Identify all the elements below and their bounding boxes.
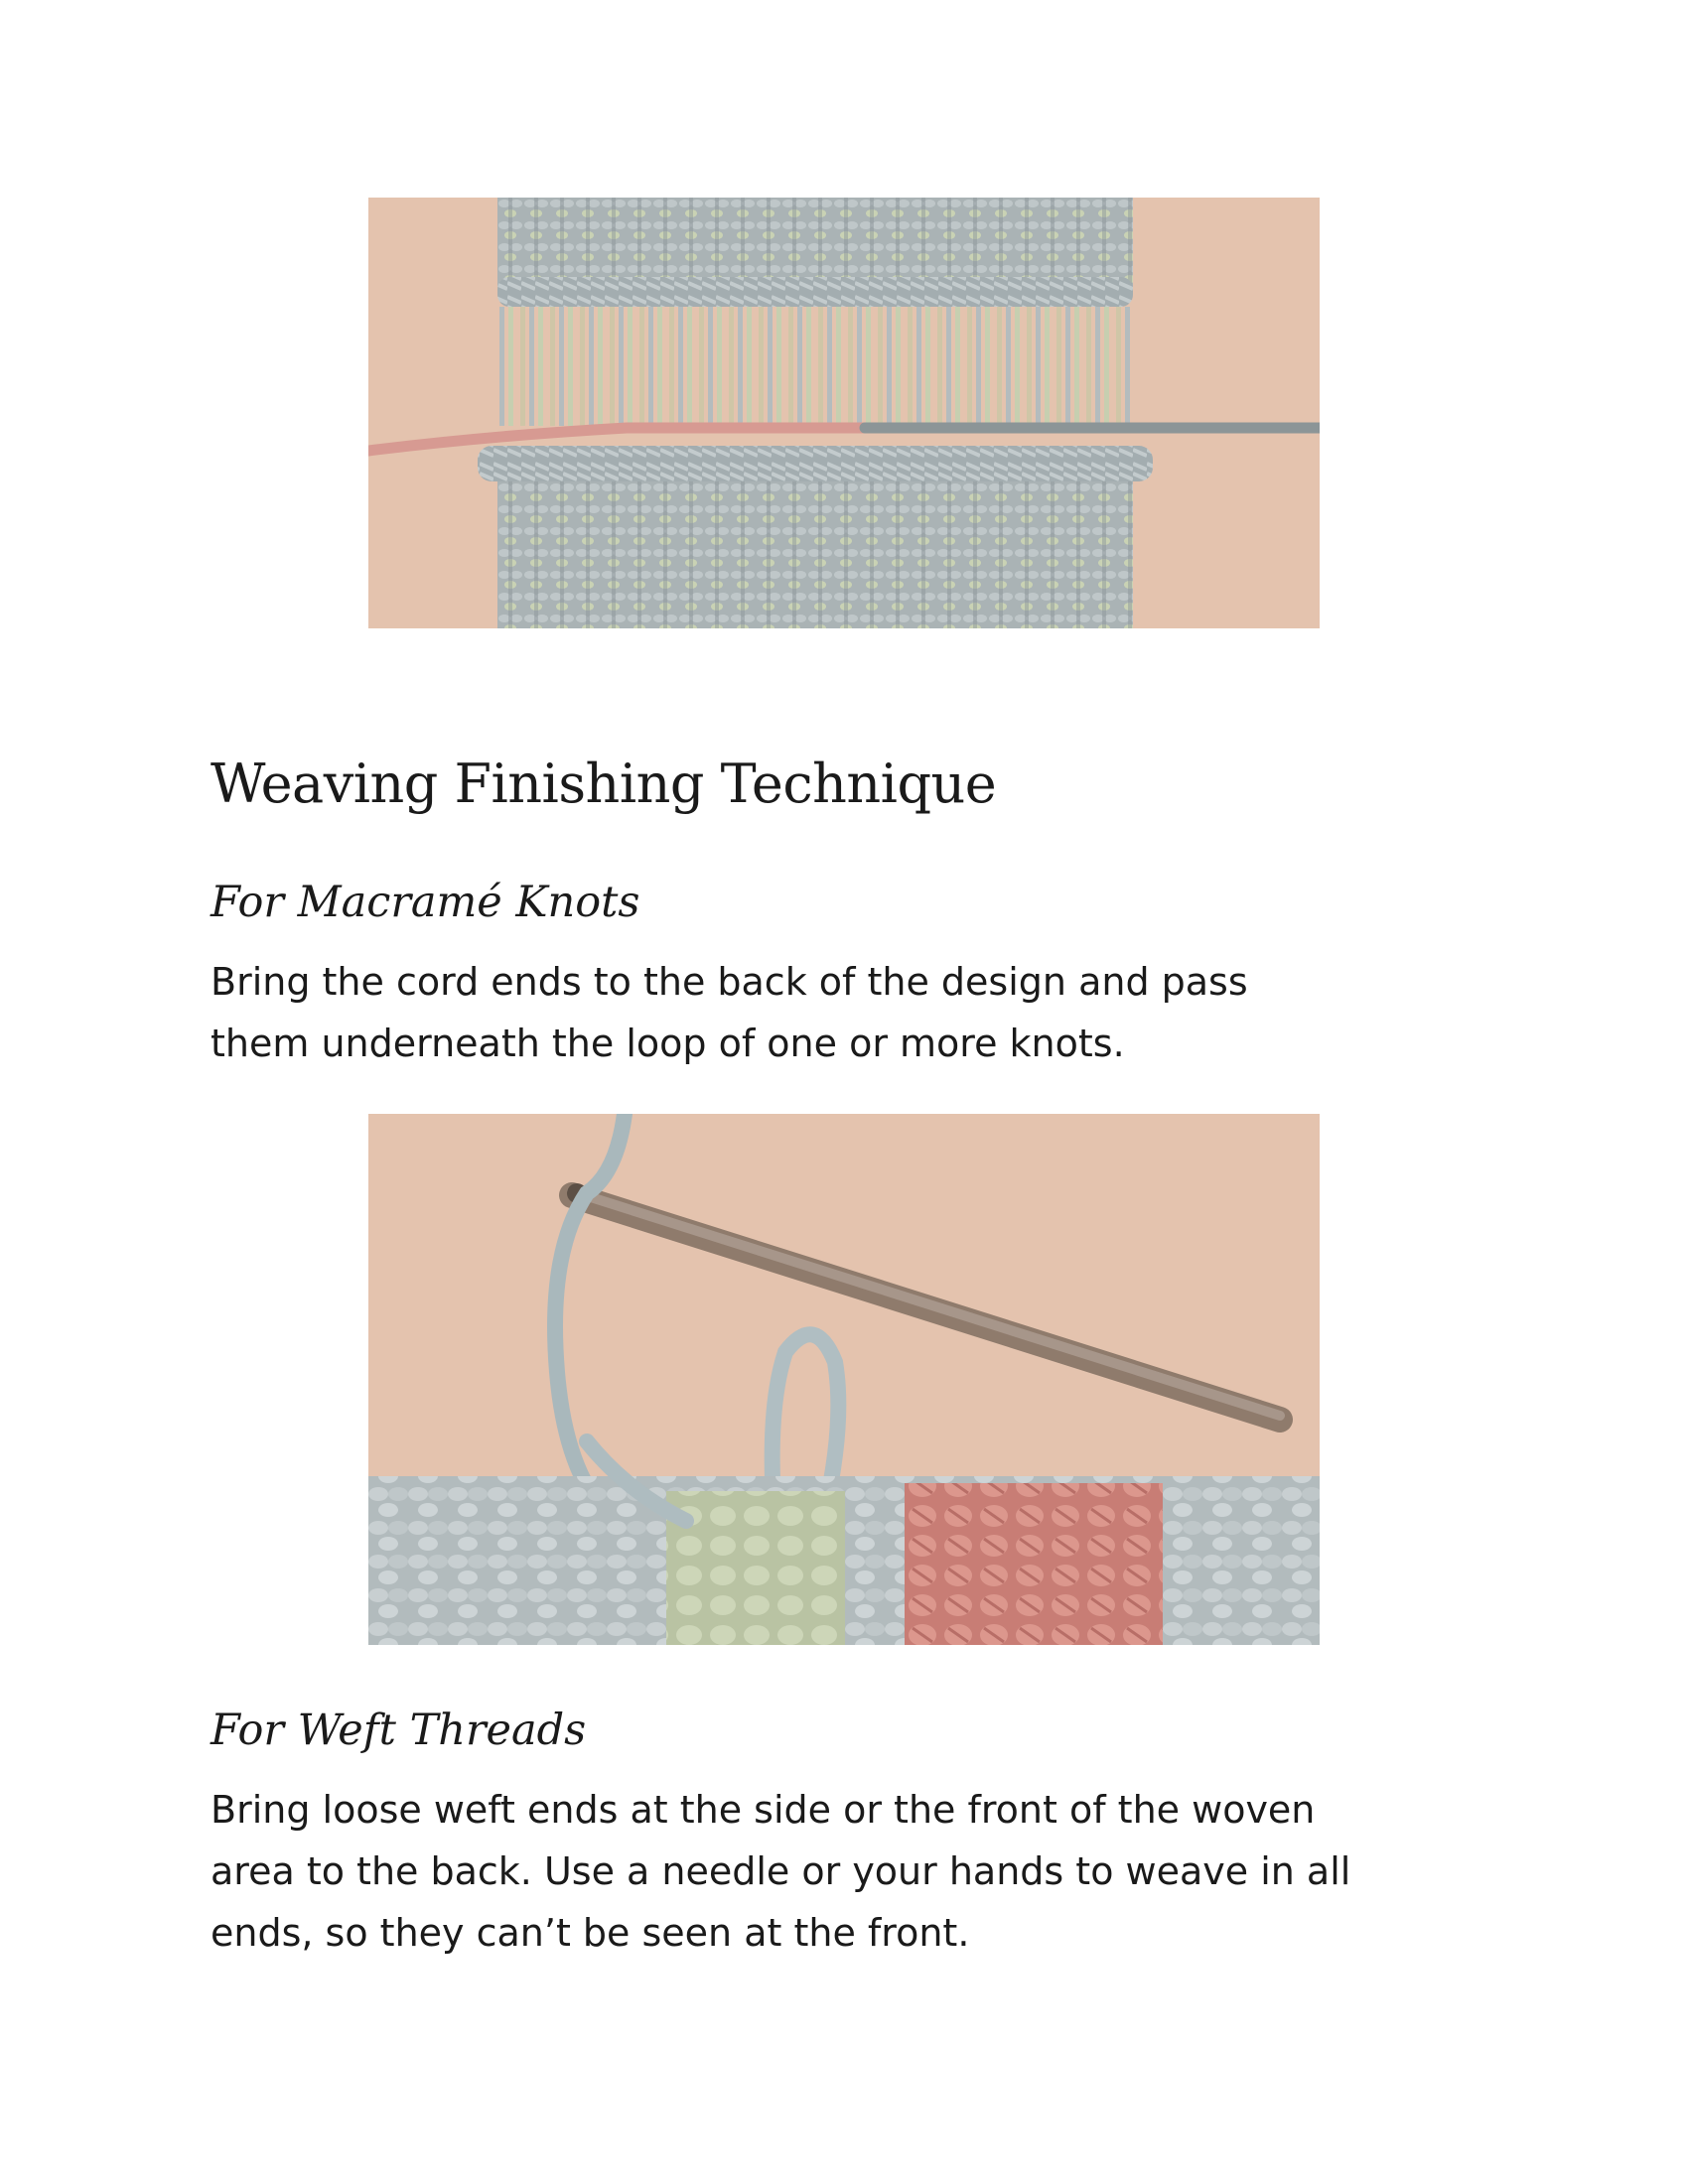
paragraph-line: Bring the cord ends to the back of the design and pass — [211, 960, 1248, 1004]
paragraph-line: Bring loose weft ends at the side or the front of the woven — [211, 1788, 1316, 1832]
macrame-panel-illustration — [368, 198, 1320, 628]
weft-instructions — [211, 1779, 1501, 1964]
macrame-instructions — [211, 951, 1501, 1074]
macrame-panel-photo — [368, 198, 1320, 628]
needle-weaving-photo — [368, 1114, 1320, 1645]
weft-subtitle: For Weft Threads — [211, 1706, 587, 1755]
section-title: Weaving Finishing Technique — [211, 752, 997, 815]
needle-weaving-illustration — [368, 1114, 1320, 1645]
paragraph-line: them underneath the loop of one or more knots. — [211, 1022, 1125, 1065]
paragraph-line: area to the back. Use a needle or your hands to weave in all — [211, 1849, 1351, 1893]
macrame-subtitle: For Macramé Knots — [211, 878, 640, 927]
paragraph-line: ends, so they can’t be seen at the front. — [211, 1911, 970, 1955]
